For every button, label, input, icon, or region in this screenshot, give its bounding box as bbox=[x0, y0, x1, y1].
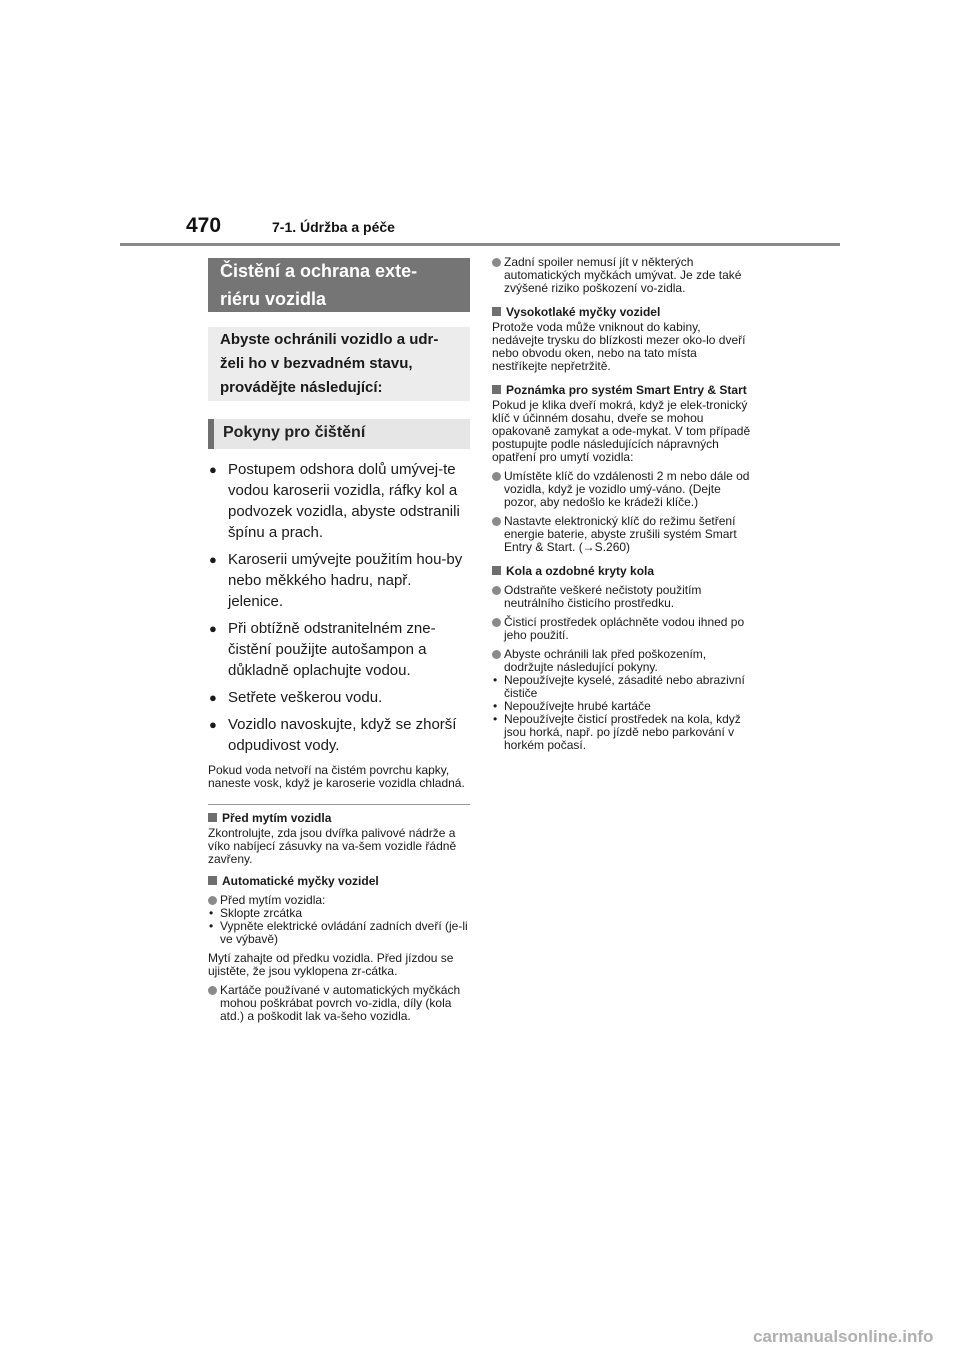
subheading: Poznámka pro systém Smart Entry & Start bbox=[492, 383, 754, 397]
dash-item: • Nepoužívejte hrubé kartáče bbox=[493, 699, 651, 713]
list-item: Nastavte elektronický klíč do režimu šetření energie baterie, abyste zrušili systém Smart Entry & Start. (→S.260) bbox=[492, 515, 754, 554]
chapter-title: 7-1. Údržba a péče bbox=[272, 219, 395, 235]
watermark: carmanualsonline.info bbox=[753, 1327, 934, 1346]
circle-bullet-icon bbox=[492, 258, 501, 267]
subheading: Kola a ozdobné kryty kola bbox=[492, 564, 754, 578]
circle-bullet-icon bbox=[492, 517, 501, 526]
list-item: ● Setřete veškerou vodu. bbox=[209, 689, 383, 706]
title-line: Čistění a ochrana exte- bbox=[220, 261, 418, 281]
subheading: Vysokotlaké myčky vozidel bbox=[492, 305, 754, 319]
list-item: Zadní spoiler nemusí jít v některých automatických myčkách umývat. Je zde také zvýšené riziko poškození vo-zidla. bbox=[492, 256, 754, 295]
square-bullet-icon bbox=[208, 876, 217, 885]
wax-note: Pokud voda netvoří na čistém povrchu kapky, naneste vosk, když je karoserie vozidla chladná. bbox=[208, 763, 465, 790]
left-column bbox=[208, 258, 470, 1023]
dash-item: • Nepoužívejte kyselé, zásadité nebo abrazivní čističe bbox=[493, 673, 745, 700]
right-column bbox=[492, 256, 754, 752]
circle-bullet-icon bbox=[208, 896, 217, 905]
paragraph: Protože voda může vniknout do kabiny, nedávejte trysku do blízkosti mezer oko-lo dveří nebo obvodu oken, nebo na tato místa nestříkejte nepřetržitě. bbox=[492, 320, 746, 373]
intro-line: provádějte následující: bbox=[220, 379, 383, 396]
circle-bullet-icon bbox=[492, 586, 501, 595]
square-bullet-icon bbox=[208, 813, 217, 822]
list-item: ● Karoserii umývejte použitím hou-by nebo měkkého hadru, např. jelenice. bbox=[209, 551, 463, 610]
list-item: Umístěte klíč do vzdálenosti 2 m nebo dále od vozidla, když je vozidlo umý-váno. (Dejte pozor, aby nedošlo ke krádeži klíče.) bbox=[492, 470, 754, 509]
list-item: Abyste ochránili lak před poškozením, dodržujte následující pokyny. bbox=[492, 648, 754, 674]
dash-item: • Vypněte elektrické ovládání zadních dveří (je-li ve výbavě) bbox=[209, 919, 468, 946]
section-heading-text: Pokyny pro čištění bbox=[223, 424, 366, 441]
paragraph: Pokud je klika dveří mokrá, když je elek-tronický klíč v účinném dosahu, dveře se mohou opakovaně zamykat a ode-mykat. V tom případě postupujte podle následujících nápravných opatření pro umytí vozidla: bbox=[492, 398, 751, 464]
dash-item: • Sklopte zrcátka bbox=[209, 906, 303, 920]
subheading: Před mytím vozidla bbox=[208, 811, 470, 825]
cleaning-bullets bbox=[208, 459, 470, 756]
list-item: ● Při obtížně odstranitelném zne-čistění použijte autošampon a důkladně oplachujte vodou. bbox=[209, 620, 436, 679]
intro-line: želi ho v bezvadném stavu, bbox=[220, 355, 413, 372]
list-item: ● Postupem odshora dolů umývej-te vodou karoserii vozidla, ráfky kol a podvozek vozidla, abyste odstranili špínu a prach. bbox=[209, 461, 460, 541]
square-bullet-icon bbox=[492, 566, 501, 575]
circle-bullet-icon bbox=[492, 650, 501, 659]
list-item: ● Vozidlo navoskujte, když se zhorší odpudivost vody. bbox=[209, 716, 457, 754]
header-rule bbox=[120, 243, 840, 246]
page-number: 470 bbox=[186, 214, 222, 237]
circle-bullet-icon bbox=[208, 986, 217, 995]
subheading: Automatické myčky vozidel bbox=[208, 874, 470, 888]
dash-item: • Nepoužívejte čisticí prostředek na kola, když jsou horká, např. po jízdě nebo parkování v horkém počasí. bbox=[493, 712, 741, 752]
title-line: riéru vozidla bbox=[220, 289, 327, 309]
list-item: Kartáče používané v automatických myčkách mohou poškrábat povrch vo-zidla, díly (kola atd.) a poškodit lak va-šeho vozidla. bbox=[208, 984, 470, 1023]
list-item: Před mytím vozidla: bbox=[208, 894, 470, 907]
section-title-box bbox=[208, 258, 470, 312]
list-item: Čisticí prostředek opláchněte vodou ihned po jeho použití. bbox=[492, 616, 754, 642]
divider bbox=[208, 804, 470, 805]
cleaning-tips-heading bbox=[208, 419, 470, 449]
circle-bullet-icon bbox=[492, 618, 501, 627]
square-bullet-icon bbox=[492, 385, 501, 394]
intro-box bbox=[208, 327, 470, 401]
square-bullet-icon bbox=[492, 307, 501, 316]
circle-bullet-icon bbox=[492, 472, 501, 481]
list-item: Odstraňte veškeré nečistoty použitím neutrálního čisticího prostředku. bbox=[492, 584, 754, 610]
paragraph: Zkontrolujte, zda jsou dvířka palivové nádrže a víko nabíjecí zásuvky na va-šem vozidle řádně zavřeny. bbox=[208, 826, 457, 866]
intro-line: Abyste ochránili vozidlo a udr- bbox=[220, 331, 439, 348]
paragraph: Mytí zahajte od předku vozidla. Před jízdou se ujistěte, že jsou vyklopena zr-cátka. bbox=[208, 951, 454, 978]
